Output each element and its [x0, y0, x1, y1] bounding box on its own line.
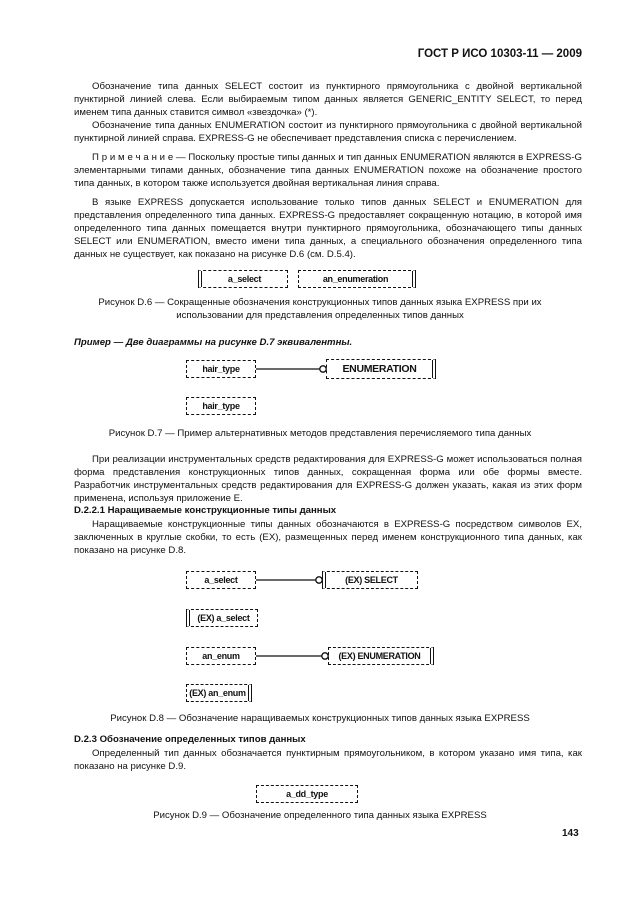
defined-type-box: a_dd_type	[256, 785, 358, 803]
ex-a-select-box: (EX) a_select	[186, 609, 258, 627]
figure-d8-caption: Рисунок D.8 — Обозначение наращиваемых конструкционных типов данных языка EXPRESS	[110, 713, 530, 724]
ex-select-box: (EX) SELECT	[322, 571, 418, 589]
a-select-box: a_select	[186, 571, 256, 589]
paragraph-extensible: Наращиваемые конструкционные типы данных обозначаются в EXPRESS-G посредством символов EX, заключенных в круглые скобки, то есть (EX), размещенных перед именем конструкционного типа данных, как показано на рисунке D.8.	[74, 519, 582, 557]
ex-enumeration-box: (EX) ENUMERATION	[328, 647, 434, 665]
hair-type-box-alt: hair_type	[186, 397, 256, 415]
enumeration-box: an_enumeration	[298, 270, 416, 288]
figure-d6-caption-2: использовании для представления определенных типов данных	[176, 310, 464, 321]
figure-d7-caption: Рисунок D.7 — Пример альтернативных методов представления перечисляемого типа данных	[108, 428, 532, 439]
figure-d6-caption-1: Рисунок D.6 — Сокращенные обозначения конструкционных типов данных языка EXPRESS при их	[98, 297, 542, 308]
paragraph-tools: При реализации инструментальных средств редактирования для EXPRESS-G может использоваться полная форма представления конструкционных типов данных, сокращенная форма или обе формы вместе. Разработчик инструментальных средств редактирования для EXPRESS-G должен указать, какая из этих форм применена, используя приложение Е.	[74, 454, 582, 505]
note-paragraph: П р и м е ч а н и е — Поскольку простые типы данных и тип данных ENUMERATION являются в EXPRESS-G элементарными типами данных, обозначение типа данных ENUMERATION похоже на обозначение простого типа данных, в котором также используется двойная вертикальная линия справа.	[74, 152, 582, 190]
figure-d9-caption: Рисунок D.9 — Обозначение определенного типа данных языка EXPRESS	[153, 810, 487, 821]
section-heading-d23: D.2.3 Обозначение определенных типов данных	[74, 734, 306, 745]
example-text: Пример — Две диаграммы на рисунке D.7 эквивалентны.	[74, 337, 353, 348]
select-box: a_select	[198, 270, 288, 288]
enumeration-type-box: ENUMERATION	[326, 359, 436, 379]
page-number: 143	[562, 828, 579, 839]
section-heading-d221: D.2.2.1 Наращиваемые конструкционные типы данных	[74, 505, 337, 516]
ex-an-enum-box: (EX) an_enum	[186, 684, 252, 702]
hair-type-box: hair_type	[186, 360, 256, 378]
paragraph-enumeration: Обозначение типа данных ENUMERATION состоит из пунктирного прямоугольника с двойной вертикальной пунктирной линией справа. EXPRESS-G не обеспечивает представления списка с перечислением.	[74, 120, 582, 145]
paragraph-select: Обозначение типа данных SELECT состоит из пунктирного прямоугольника с двойной вертикальной пунктирной линией слева. Если выбираемым типом данных является GENERIC_ENTITY SELECT, то перед именем типа данных ставится символ «звездочка» (*).	[74, 81, 582, 119]
page-header: ГОСТ Р ИСО 10303-11 — 2009	[417, 48, 582, 60]
an-enum-box: an_enum	[186, 647, 256, 665]
paragraph-defined-type: Определенный тип данных обозначается пунктирным прямоугольником, в котором указано имя типа, как показано на рисунке D.9.	[74, 748, 582, 773]
paragraph-shorthand: В языке EXPRESS допускается использование только типов данных SELECT и ENUMERATION для представления определенного типа данных. EXPRESS-G предоставляет сокращенную нотацию, в которой имя определенного типа данных помещается внутри пунктирного прямоугольника, обозначающего типы данных SELECT или ENUMERATION, вместо имени типа данных, а специального обозначения определенного типа данных не существует, как показано на рисунке D.6 (см. D.5.4).	[74, 197, 582, 261]
